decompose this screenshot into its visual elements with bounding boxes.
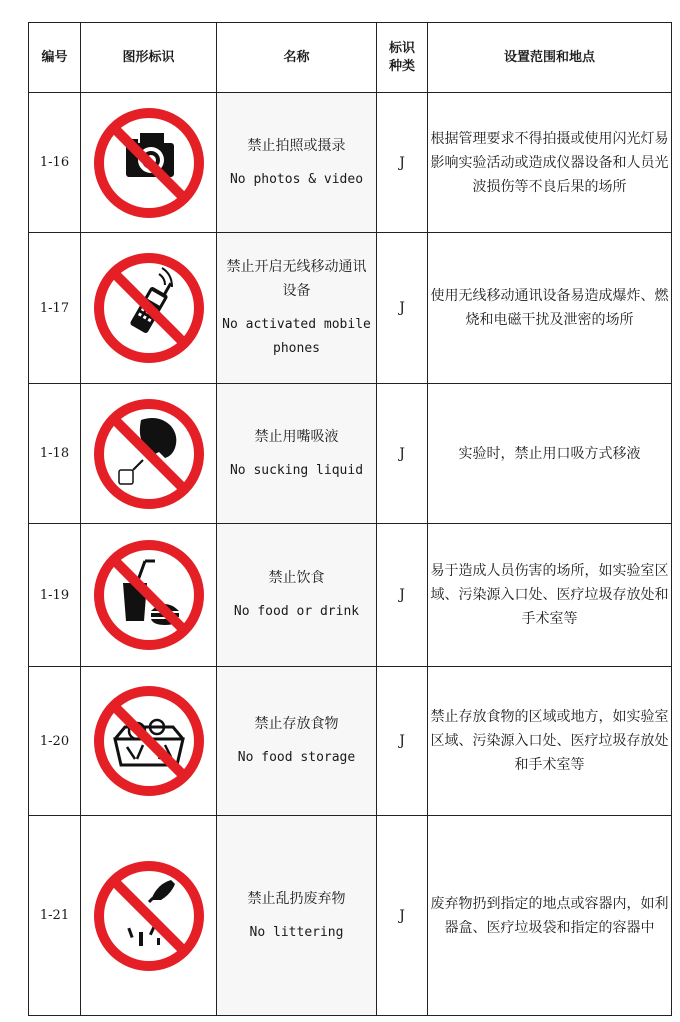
row-number: 1-16 [29, 93, 81, 233]
sign-name-zh: 禁止存放食物 [254, 716, 339, 732]
sign-scope: 禁止存放食物的区域或地方，如实验室区域、污染源入口处、医疗垃圾存放处和手术室等 [428, 667, 672, 816]
no-photography-icon [81, 93, 217, 233]
header-name: 名称 [217, 23, 377, 93]
sign-kind: J [377, 816, 428, 1016]
sign-scope: 使用无线移动通讯设备易造成爆炸、燃烧和电磁干扰及泄密的场所 [428, 233, 672, 384]
sign-scope: 根据管理要求不得拍摄或使用闪光灯易影响实验活动或造成仪器设备和人员光波损伤等不良后果的场所 [428, 93, 672, 233]
sign-scope: 实验时，禁止用口吸方式移液 [428, 384, 672, 524]
sign-scope: 易于造成人员伤害的场所，如实验室区域、污染源入口处、医疗垃圾存放处和手术室等 [428, 524, 672, 667]
sign-name-en: No sucking liquid [229, 462, 364, 478]
table-row [29, 667, 672, 816]
header-graphic: 图形标识 [81, 23, 217, 93]
row-number: 1-20 [29, 667, 81, 816]
sign-name-cell [217, 816, 377, 1016]
sign-name-zh: 禁止用嘴吸液 [254, 428, 339, 445]
table-row [29, 384, 672, 524]
sign-scope: 废弃物扔到指定的地点或容器内，如利器盒、医疗垃圾袋和指定的容器中 [428, 816, 672, 1016]
table-row [29, 816, 672, 1016]
sign-name-cell [217, 524, 377, 667]
sign-kind: J [377, 233, 428, 384]
header-kind-line2: 种类 [388, 58, 415, 74]
sign-kind: J [377, 93, 428, 233]
sign-name-zh: 禁止开启无线移动通讯设备 [226, 259, 367, 299]
row-number: 1-17 [29, 233, 81, 384]
table-header-row [29, 23, 672, 93]
no-mobile-phone-icon [81, 233, 217, 384]
sign-name-cell [217, 93, 377, 233]
sign-name-cell [217, 667, 377, 816]
row-number: 1-21 [29, 816, 81, 1016]
sign-name-en: No food or drink [233, 604, 360, 619]
sign-name-en: No food storage [237, 750, 356, 765]
sign-name-cell [217, 233, 377, 384]
no-food-drink-icon [81, 524, 217, 667]
sign-name-cell [217, 384, 377, 524]
table-row [29, 524, 672, 667]
table-row [29, 93, 672, 233]
sign-name-zh: 禁止乱扔废弃物 [247, 890, 346, 907]
no-mouth-pipetting-icon [81, 384, 217, 524]
no-littering-icon [81, 816, 217, 1016]
table-row [29, 233, 672, 384]
sign-name-en: No photos & video [229, 171, 364, 187]
header-number: 编号 [29, 23, 81, 93]
header-kind [377, 23, 428, 93]
no-food-storage-icon [81, 667, 217, 816]
sign-name-zh: 禁止饮食 [268, 570, 325, 586]
sign-name-en: No littering [249, 924, 344, 940]
sign-name-zh: 禁止拍照或摄录 [247, 137, 346, 154]
safety-sign-table [28, 22, 672, 1016]
header-scope: 设置范围和地点 [428, 23, 672, 93]
header-kind-line1: 标识 [388, 40, 415, 56]
sign-kind: J [377, 667, 428, 816]
row-number: 1-19 [29, 524, 81, 667]
sign-name-en: No activated mobile phones [222, 317, 371, 356]
sign-kind: J [377, 524, 428, 667]
row-number: 1-18 [29, 384, 81, 524]
sign-kind: J [377, 384, 428, 524]
